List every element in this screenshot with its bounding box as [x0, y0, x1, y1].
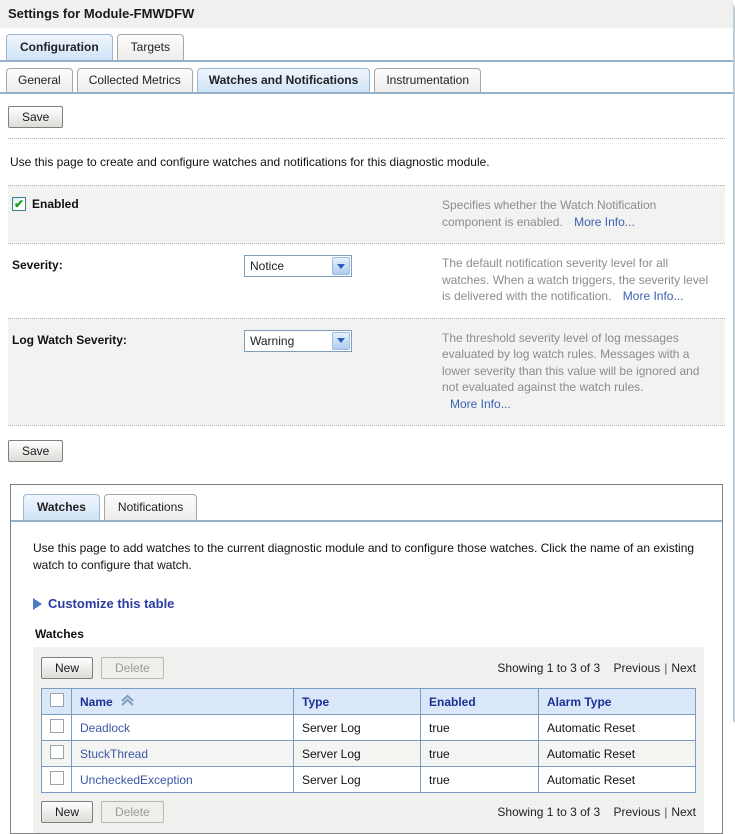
watch-alarm-cell: Automatic Reset: [539, 741, 696, 767]
expand-arrow-icon: [33, 598, 42, 610]
settings-form: [8, 185, 725, 426]
tab-general[interactable]: General: [6, 68, 73, 92]
tab-watches[interactable]: Watches: [23, 494, 100, 520]
watches-table-container: [33, 647, 704, 833]
watch-type-cell: Server Log: [294, 715, 421, 741]
watch-name-link[interactable]: Deadlock: [80, 720, 131, 735]
severity-selected-value: Notice: [250, 259, 285, 274]
next-link[interactable]: Next: [671, 661, 696, 676]
log-watch-severity-select[interactable]: [244, 330, 352, 352]
customize-table-link[interactable]: Customize this table: [48, 596, 175, 612]
page-description: Use this page to create and configure watches and notifications for this diagnostic module.: [10, 155, 490, 169]
severity-label: Severity:: [12, 258, 63, 273]
next-link[interactable]: Next: [671, 805, 696, 820]
showing-count: Showing 1 to 3 of 3: [497, 805, 601, 820]
table-row: [42, 715, 696, 741]
column-header-name[interactable]: Name: [72, 689, 294, 715]
more-info-link[interactable]: More Info...: [574, 214, 635, 229]
watch-enabled-cell: true: [421, 715, 539, 741]
delete-button-top[interactable]: Delete: [101, 657, 164, 679]
form-row-enabled: [8, 185, 725, 243]
watch-enabled-cell: true: [421, 767, 539, 793]
watch-name-link[interactable]: StuckThread: [80, 746, 149, 761]
tab-collected-metrics[interactable]: Collected Metrics: [77, 68, 193, 92]
tabbar-level2: [0, 62, 733, 94]
column-header-alarm-type[interactable]: Alarm Type: [539, 689, 696, 715]
row-checkbox[interactable]: [50, 745, 64, 759]
pagination-top: Showing 1 to 3 of 3 Previous | Next: [497, 661, 696, 676]
enabled-checkbox[interactable]: [12, 197, 26, 211]
watches-notifications-panel: [10, 484, 723, 834]
tab-notifications[interactable]: Notifications: [104, 494, 197, 520]
table-toolbar-bottom: [41, 793, 696, 825]
table-row: [42, 741, 696, 767]
showing-count: Showing 1 to 3 of 3: [497, 661, 601, 676]
tab-targets[interactable]: Targets: [117, 34, 184, 60]
tab-instrumentation[interactable]: Instrumentation: [374, 68, 481, 92]
panel-tabbar: [11, 485, 722, 522]
watches-description: Use this page to add watches to the current diagnostic module and to configure those watches. Click the name of an existing watch to configure that watch.: [33, 541, 695, 573]
enabled-help-text: Specifies whether the Watch Notification component is enabled. More Info...: [442, 198, 657, 229]
watch-alarm-cell: Automatic Reset: [539, 715, 696, 741]
customize-table-control[interactable]: [33, 596, 704, 611]
watches-table-heading: Watches: [35, 627, 84, 642]
select-all-checkbox[interactable]: [50, 693, 64, 707]
column-header-type[interactable]: Type: [294, 689, 421, 715]
save-button-top[interactable]: Save: [8, 106, 63, 128]
more-info-link[interactable]: More Info...: [450, 396, 511, 411]
content-area: [0, 94, 733, 834]
pagination-bottom: Showing 1 to 3 of 3 Previous | Next: [497, 805, 696, 820]
table-header-row: [42, 689, 696, 715]
form-row-severity: [8, 243, 725, 318]
delete-button-bottom[interactable]: Delete: [101, 801, 164, 823]
more-info-link[interactable]: More Info...: [622, 289, 684, 304]
page-title: Settings for Module-FMWDFW: [0, 0, 733, 28]
table-toolbar-top: [41, 653, 696, 688]
tab-watches-and-notifications[interactable]: Watches and Notifications: [197, 68, 371, 92]
log-watch-severity-selected-value: Warning: [250, 333, 295, 348]
log-watch-severity-label: Log Watch Severity:: [12, 332, 127, 347]
severity-help-text: The default notification severity level for all watches. When a watch triggers, the severity level is delivered with the notification. More Info...: [442, 256, 709, 304]
new-button-bottom[interactable]: New: [41, 801, 93, 823]
enabled-label: Enabled: [32, 197, 79, 211]
chevron-down-icon[interactable]: [332, 257, 350, 275]
watch-type-cell: Server Log: [294, 741, 421, 767]
tab-configuration[interactable]: Configuration: [6, 34, 113, 60]
row-checkbox[interactable]: [50, 719, 64, 733]
watch-name-link[interactable]: UncheckedException: [80, 772, 193, 787]
table-row: [42, 767, 696, 793]
chevron-down-icon[interactable]: [332, 332, 350, 350]
column-header-enabled[interactable]: Enabled: [421, 689, 539, 715]
watch-enabled-cell: true: [421, 741, 539, 767]
tabbar-level1: [0, 28, 733, 62]
previous-link[interactable]: Previous: [613, 661, 661, 676]
watch-alarm-cell: Automatic Reset: [539, 767, 696, 793]
watch-type-cell: Server Log: [294, 767, 421, 793]
save-button-bottom[interactable]: Save: [8, 440, 63, 462]
previous-link[interactable]: Previous: [613, 805, 661, 820]
new-button-top[interactable]: New: [41, 657, 93, 679]
sort-ascending-icon[interactable]: [120, 695, 135, 709]
row-checkbox[interactable]: [50, 771, 64, 785]
watches-table: [41, 688, 696, 793]
severity-select[interactable]: [244, 255, 352, 277]
log-watch-severity-help-text: The threshold severity level of log messages evaluated by log watch rules. Messages with a lower severity than this value will be ignored and not evaluated against the watch rules. More Info...: [442, 330, 700, 411]
form-row-log-watch-severity: [8, 318, 725, 426]
